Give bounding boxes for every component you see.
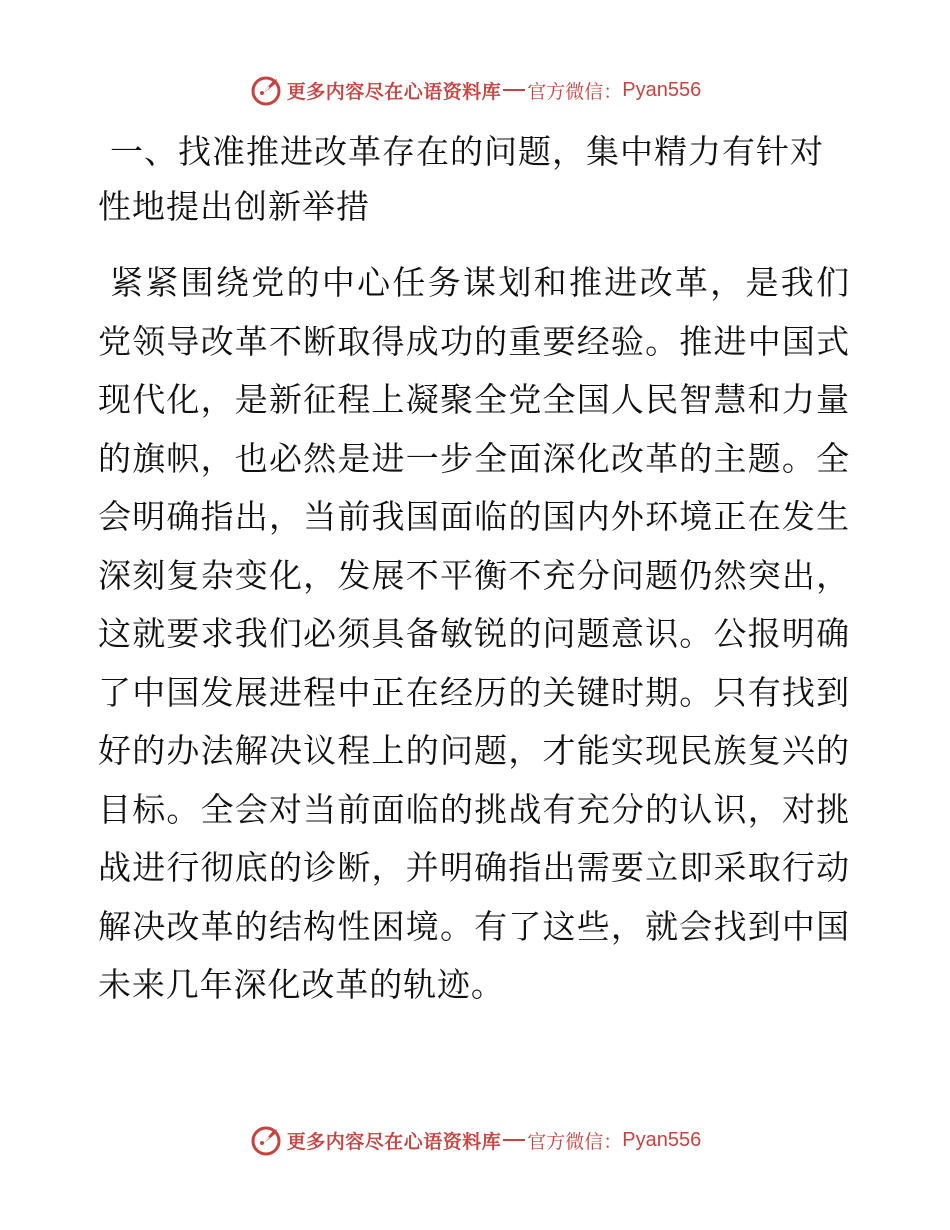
feather-pen-logo-icon (249, 1123, 283, 1157)
banner-wechat-handle: Pyan556 (622, 78, 702, 101)
banner-wechat-label: 官方微信： (527, 1130, 623, 1153)
footer-banner (0, 1120, 950, 1160)
feather-pen-logo-icon (249, 73, 283, 107)
section-heading-line1: 一、找准推进改革存在的问题，集中精力有针对 (110, 132, 824, 171)
banner-wechat-label: 官方微信： (527, 80, 623, 103)
banner-dash (503, 89, 525, 91)
banner-site-name: 更多内容尽在心语资料库 (286, 80, 502, 103)
banner-site-name: 更多内容尽在心语资料库 (286, 1130, 502, 1153)
banner-wechat-handle: Pyan556 (622, 1128, 702, 1151)
header-banner (0, 70, 950, 110)
section-heading (98, 124, 850, 234)
section-heading-line2: 性地提出创新举措 (98, 187, 370, 226)
body-paragraph: 紧紧围绕党的中心任务谋划和推进改革，是我们党领导改革不断取得成功的重要经验。推进中国式现代化，是新征程上凝聚全党全国人民智慧和力量的旗帜，也必然是进一步全面深化改革的主题。全会明确指出，当前我国面临的国内外环境正在发生深刻复杂变化，发展不平衡不充分问题仍然突出，这就要求我们必须具备敏锐的问题意识。公报明确了中国发展进程中正在经历的关键时期。只有找到好的办法解决议程上的问题，才能实现民族复兴的目标。全会对当前面临的挑战有充分的认识，对挑战进行彻底的诊断，并明确指出需要立即采取行动解决改革的结构性困境。有了这些，就会找到中国未来几年深化改革的轨迹。 (98, 263, 850, 1004)
banner-dash (503, 1139, 525, 1141)
